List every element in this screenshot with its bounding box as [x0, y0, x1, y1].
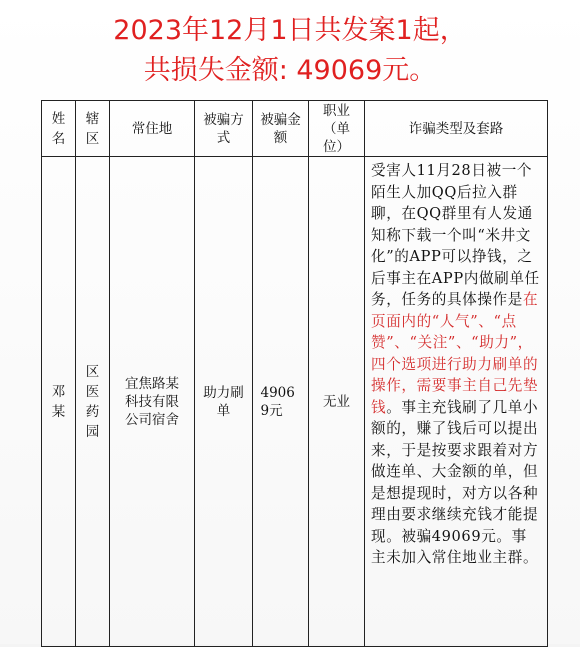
cell-name: 邓某: [42, 157, 76, 647]
description-text-2: 。事主充钱刷了几单小额的，赚了钱后可以提出来，于是按要求跟着对方做连单、大金额的单，但是想提现时，对方以各种理由要求继续充钱才能提现。被骗49069元。事主未加入常住地业主群。: [371, 398, 539, 566]
header-type: 诈骗类型及套路: [365, 101, 548, 157]
case-table: [41, 100, 548, 647]
header-amount: 被骗金额: [253, 101, 309, 157]
headline-line-1: 2023年12月1日共发案1起，: [113, 15, 467, 46]
cell-method: 助力刷单: [195, 157, 253, 647]
header-name: 姓名: [42, 101, 76, 157]
cell-district: 区医药园: [76, 157, 110, 647]
description-highlight: 在页面内的“人气”、“点赞”、“关注”、“助力”，四个选项进行助力刷单的操作，需要事主自己先垫钱: [371, 291, 539, 416]
table-row: [42, 157, 548, 647]
header-residence: 常住地: [110, 101, 195, 157]
header-job: 职业（单位）: [309, 101, 365, 157]
header-method: 被骗方式: [195, 101, 253, 157]
headline-line-2: 共损失金额: 49069元。: [143, 55, 437, 86]
cell-amount: 49069元: [253, 157, 309, 647]
header-district: 辖区: [76, 101, 110, 157]
cell-description: [365, 157, 548, 647]
description-text-1: 受害人11月28日被一个陌生人加QQ后拉入群聊，在QQ群里有人发通知称下载一个叫“米井文化”的APP可以挣钱，之后事主在APP内做刷单任务，任务的具体操作是: [371, 162, 540, 308]
table-header-row: [42, 101, 548, 157]
cell-residence: 宜焦路某科技有限公司宿舍: [110, 157, 195, 647]
cell-job: 无业: [309, 157, 365, 647]
